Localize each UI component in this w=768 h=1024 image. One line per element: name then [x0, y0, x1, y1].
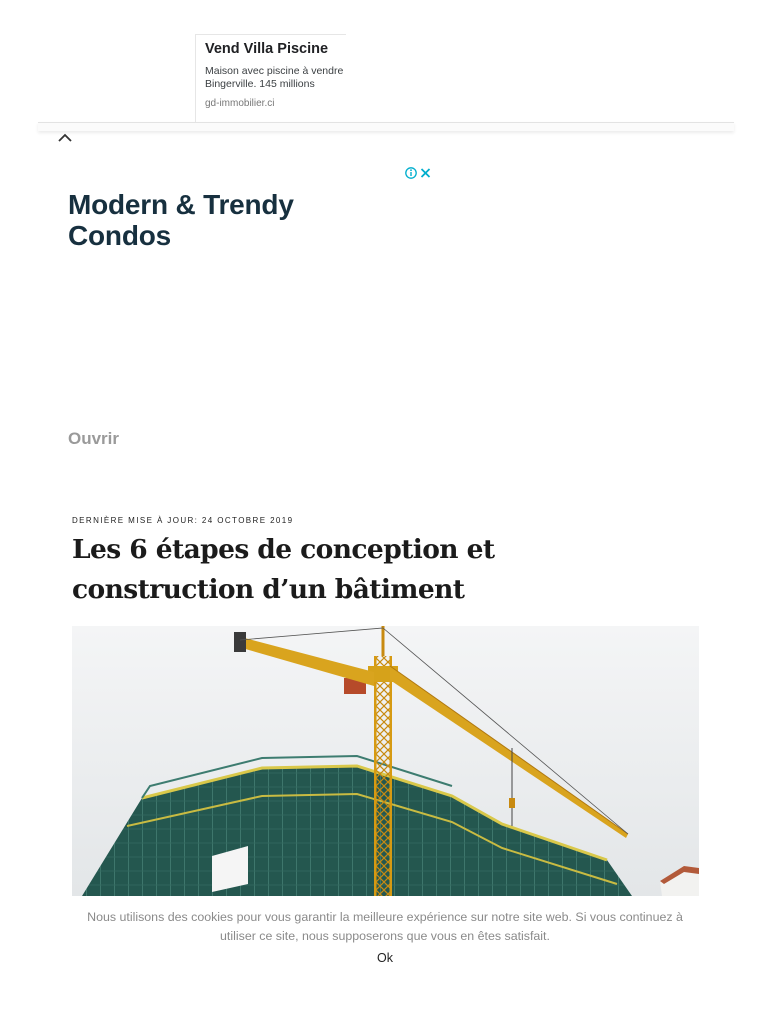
cookie-ok-button[interactable]: Ok [377, 951, 393, 965]
ad-open-button[interactable]: Ouvrir [68, 429, 120, 448]
collapse-ad-button[interactable] [56, 130, 74, 146]
top-ad-domain[interactable]: gd-immobilier.ci [205, 98, 275, 109]
adchoices-badge[interactable] [404, 166, 434, 180]
chevron-up-icon [56, 130, 74, 146]
sticky-ad-bar [38, 122, 734, 131]
top-ad-title[interactable]: Vend Villa Piscine [205, 41, 329, 57]
top-ad-description: Maison avec piscine à vendre Bingerville. 145 millions [205, 65, 344, 90]
close-icon[interactable] [422, 169, 430, 177]
cookie-notice-text: Nous utilisons des cookies pour vous garantir la meilleure expérience sur notre site web. Si vous continuez à utiliser ce site, nous supposerons que vous en êtes satisfait. [87, 910, 683, 943]
ad-headline[interactable]: Modern & Trendy Condos [68, 189, 294, 251]
top-ad-card[interactable] [195, 34, 346, 124]
article-title: Les 6 étapes de conception et construction d’un bâtiment [72, 534, 495, 605]
adchoices-info-icon[interactable] [406, 168, 416, 178]
article-hero-image [72, 626, 699, 896]
last-updated-date: DERNIÈRE MISE À JOUR: 24 OCTOBRE 2019 [72, 516, 294, 525]
cookie-notice [0, 896, 768, 1024]
